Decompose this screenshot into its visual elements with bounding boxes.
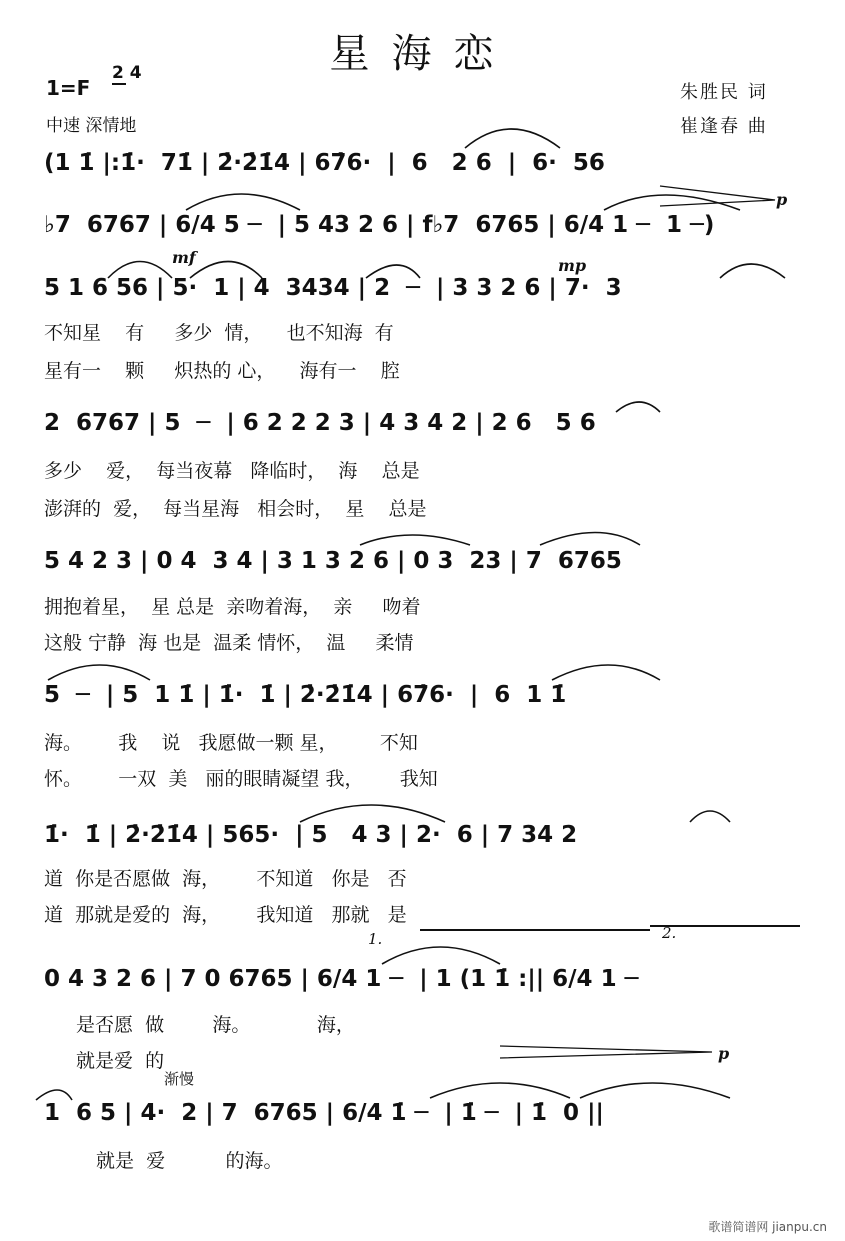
- song-title: 星海恋: [329, 31, 516, 77]
- lyric-verse-2: 就是爱 的: [76, 1050, 165, 1072]
- notation-row: 1 6 5 | 4· 2 | 7 6765 | 6/4 1̇ ─ | 1̇ ─ | 1̇ 0 ||: [44, 1100, 604, 1126]
- lyric-verse-1: 拥抱着星， 星 总是 亲吻着海， 亲 吻着: [44, 596, 421, 618]
- key-signature: 1=F: [46, 76, 91, 100]
- time-signature-bottom: 4: [129, 63, 142, 83]
- dynamic-p: p: [776, 190, 788, 209]
- notation-row: (1 1̇ |:1̇· 71̇ | 2̇·2̇1̇4 | 67̇6· | 6 2 6 | 6· 56: [44, 150, 605, 176]
- score-line-5: [0, 548, 845, 588]
- volta-2-label: 2.: [662, 924, 677, 942]
- watermark: 歌谱简谱网 jianpu.cn: [708, 1220, 827, 1234]
- score-line-7: [0, 822, 845, 862]
- lyric-verse-1: 道 你是否愿做 海， 不知道 你是 否: [44, 868, 407, 890]
- score-line-3: [0, 275, 845, 315]
- score-line-4: [0, 410, 845, 450]
- dynamic-p-final: p: [718, 1044, 730, 1063]
- score-line-8: [0, 966, 845, 1006]
- notation-row: 1̇· 1̇ | 2̇·2̇1̇4 | 565· | 5 4 3 | 2· 6 | 7 34 2: [44, 822, 578, 848]
- score-line-9: [0, 1100, 845, 1140]
- lyric-verse-1: 就是 爱 的海。: [96, 1150, 283, 1172]
- notation-row: 5 4 2 3 | 0 4 3 4 | 3 1 3 2 6 | 0 3 23 | 7 6765: [44, 548, 622, 574]
- notation-row: 5 ─ | 5 1 1̇ | 1̇· 1̇ | 2̇·2̇1̇4 | 67̇6· | 6 1 1̇: [44, 682, 567, 708]
- notation-row: 2 6767 | 5 ─ | 6 2 2 2 3 | 4 3 4 2 | 2 6 5 6: [44, 410, 596, 436]
- ritardando-marking: 渐慢: [164, 1070, 195, 1088]
- notation-row: ♭7 6767 | 6/4 5 ─ | 5 43 2 6 | f♭7 6765 | 6/4 1 ─ 1 ─): [44, 212, 715, 238]
- lyric-verse-1: 多少 爱， 每当夜幕 降临时， 海 总是: [44, 460, 420, 482]
- score-line-2: [0, 212, 845, 252]
- tempo-marking: 中速 深情地: [46, 116, 137, 136]
- lyric-verse-2: 这般 宁静 海 也是 温柔 情怀， 温 柔情: [44, 632, 414, 654]
- time-signature-top: 2: [112, 63, 124, 83]
- volta-1-label: 1.: [368, 930, 383, 948]
- score-line-1: [0, 150, 845, 190]
- lyric-verse-1: 是否愿 做 海。 海，: [76, 1014, 355, 1036]
- lyric-verse-2: 星有一 颗 炽热的 心， 海有一 腔: [44, 360, 400, 382]
- composer-credit: 崔逢春 曲: [680, 116, 768, 137]
- score-line-6: [0, 682, 845, 722]
- dynamic-mp: mp: [558, 256, 587, 275]
- time-signature: [112, 64, 142, 83]
- notation-row: 5 1 6 56 | 5· 1 | 4 3434 | 2 ─ | 3 3 2 6 | 7· 3: [44, 275, 622, 301]
- lyric-verse-2: 怀。 一双 美 丽的眼睛凝望 我， 我知: [44, 768, 438, 790]
- lyric-verse-2: 道 那就是爱的 海， 我知道 那就 是: [44, 904, 407, 926]
- dynamic-mf: mf: [172, 248, 196, 267]
- lyric-verse-1: 不知星 有 多少 情， 也不知海 有: [44, 322, 394, 344]
- notation-row: 0 4 3 2 6 | 7 0 6765 | 6/4 1 ─ | 1 (1 1̇ :|| 6/4 1 ─: [44, 966, 639, 992]
- lyric-verse-1: 海。 我 说 我愿做一颗 星， 不知: [44, 732, 418, 754]
- lyric-verse-2: 澎湃的 爱， 每当星海 相会时， 星 总是: [44, 498, 427, 520]
- lyricist-credit: 朱胜民 词: [680, 82, 768, 103]
